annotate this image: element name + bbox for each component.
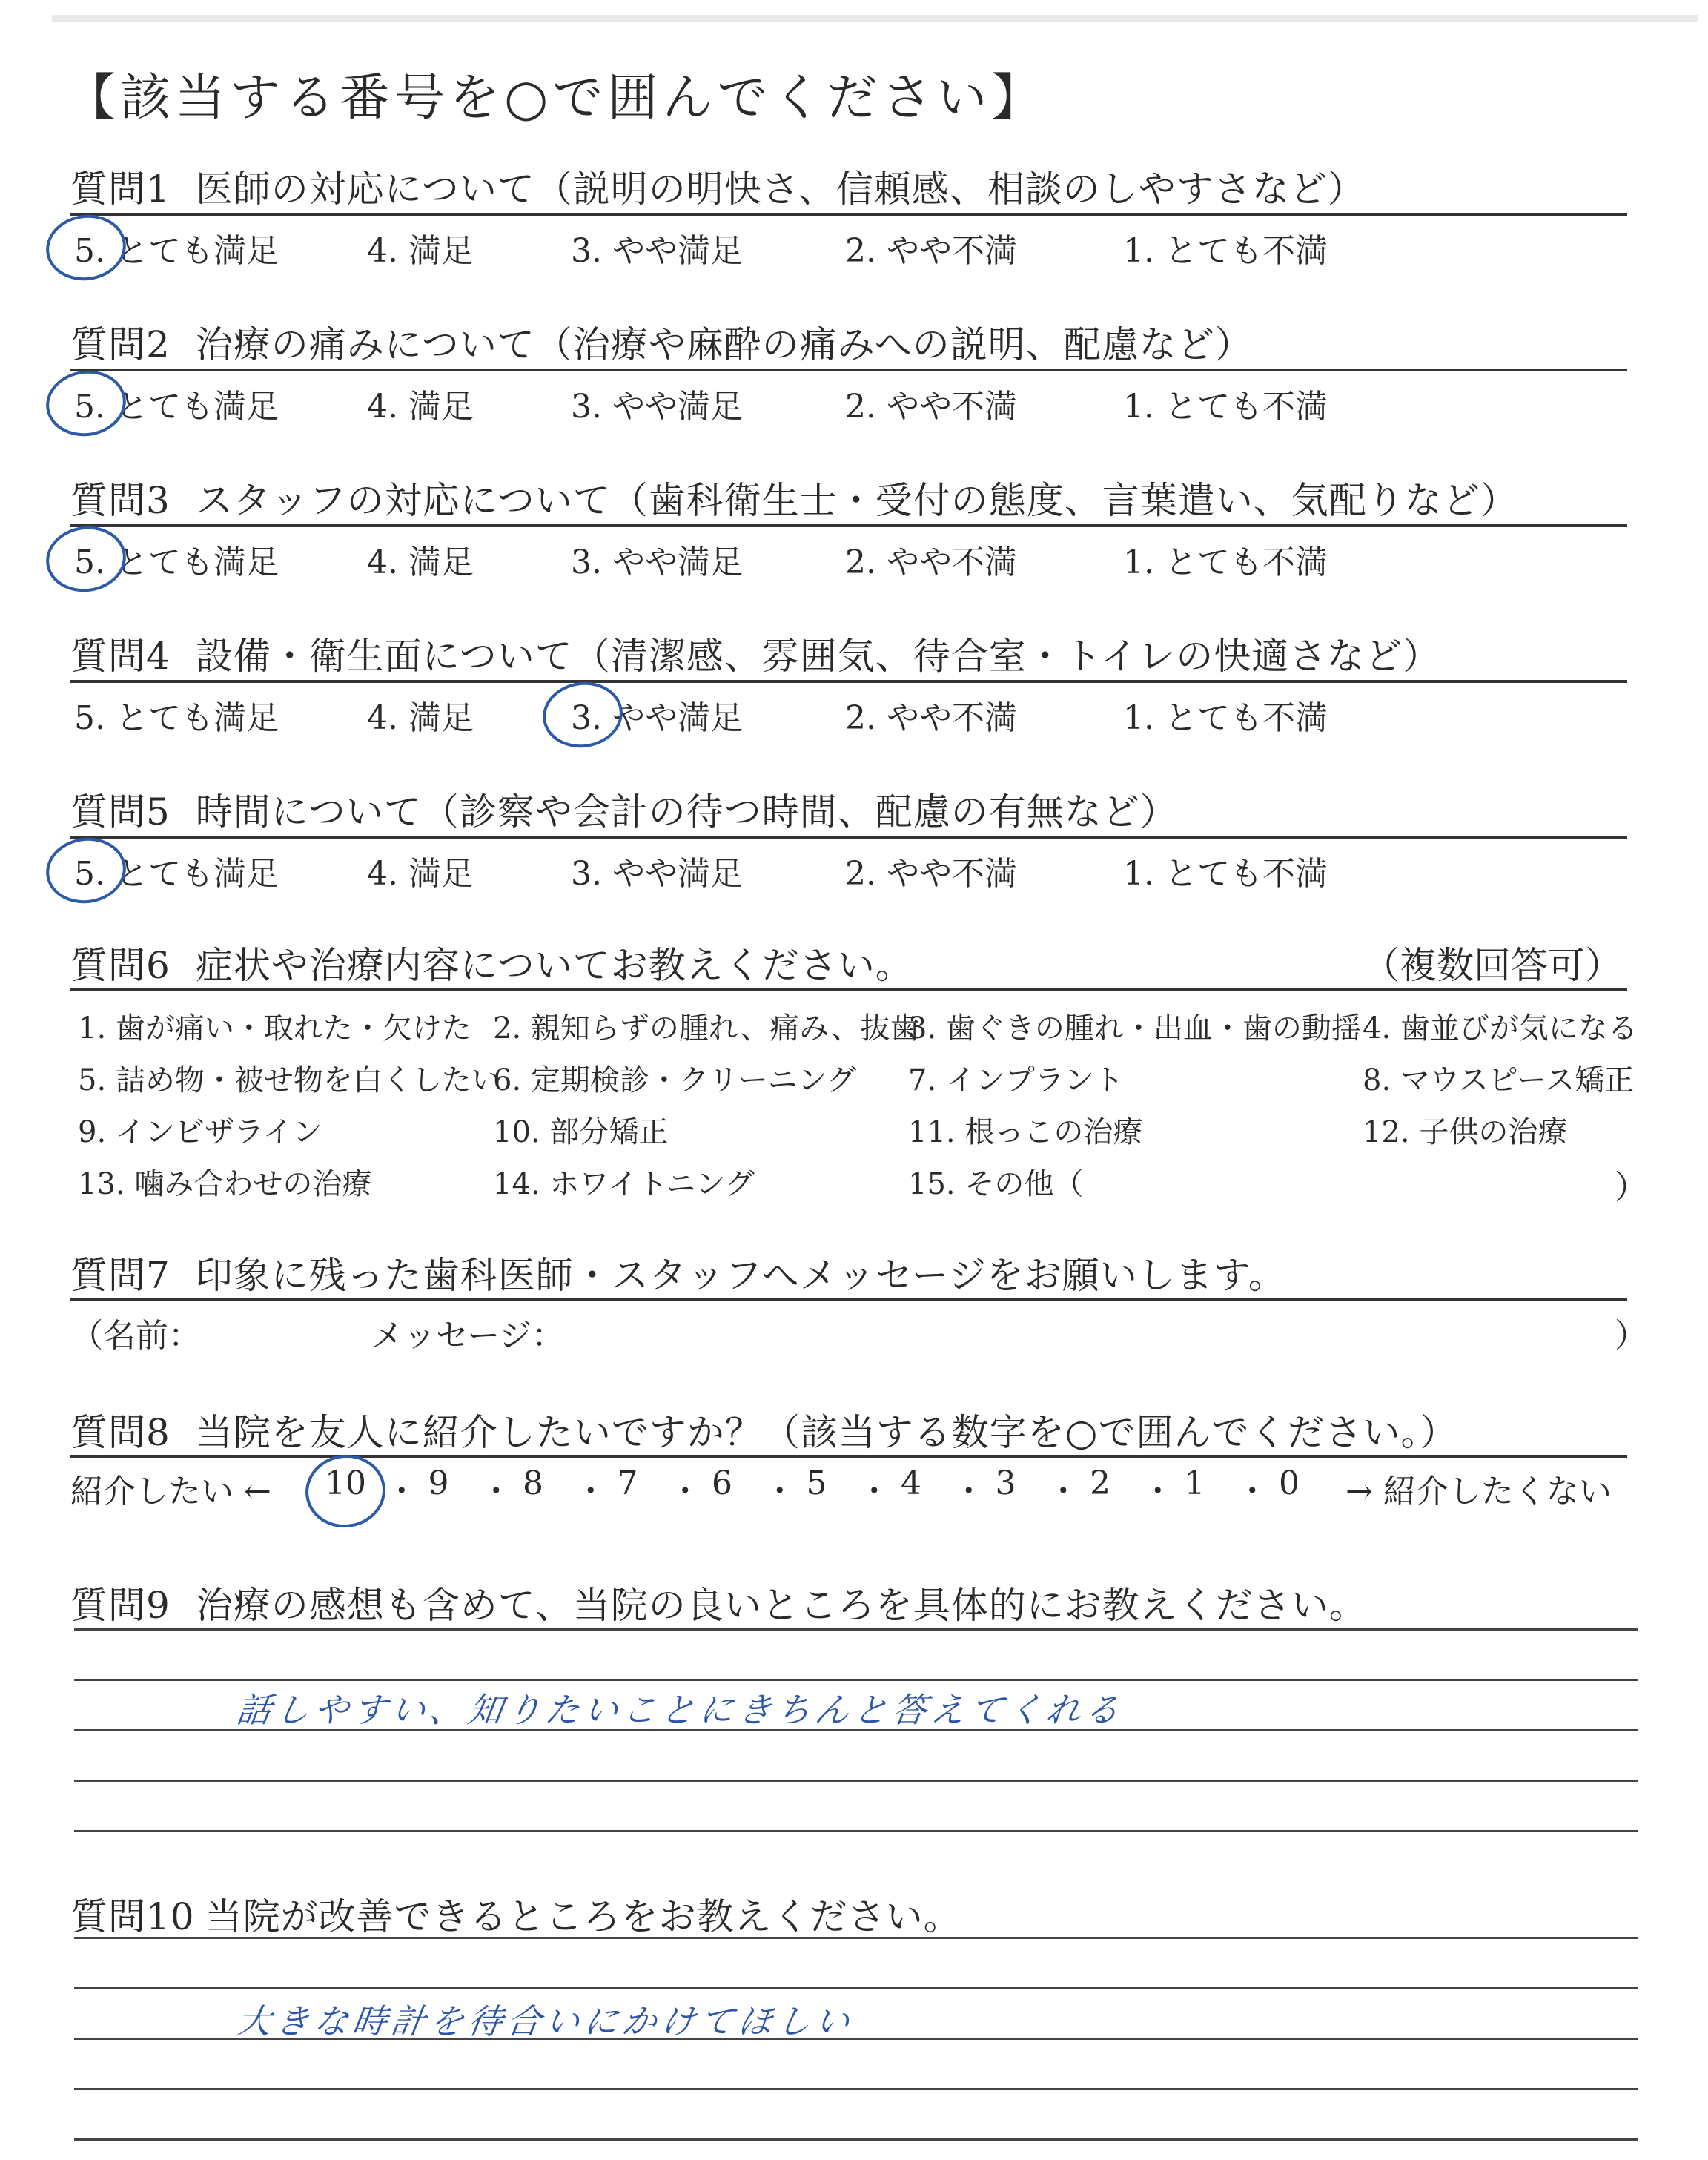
q8-scale-dot: ・ — [385, 1473, 418, 1510]
q2-option-4[interactable]: 4. 満足 — [367, 388, 474, 426]
q1-title — [70, 159, 1366, 213]
q10-label: 質問10 — [70, 1895, 195, 1938]
q5-rule — [70, 836, 1627, 839]
q3-text: スタッフの対応について（歯科衛生士・受付の態度、言葉遣い、気配りなど） — [195, 479, 1518, 522]
q8-text: 当院を友人に紹介したいですか？（該当する数字を○で囲んでください。） — [195, 1411, 1458, 1454]
q8-scale-dot: ・ — [669, 1473, 702, 1510]
q1-option-4[interactable]: 4. 満足 — [367, 232, 474, 270]
q5-option-5[interactable]: 5. とても満足 — [74, 855, 279, 893]
q9-line-2 — [74, 1679, 1638, 1681]
q8-label: 質問8 — [70, 1411, 171, 1454]
q5-option-2[interactable]: 2. やや不満 — [845, 855, 1017, 893]
q4-label: 質問4 — [70, 635, 171, 678]
q8-scale-0[interactable]: 0 — [1279, 1464, 1300, 1502]
q4-rule — [70, 680, 1627, 683]
q10-line-4 — [74, 2088, 1638, 2090]
q9-text: 治療の感想も含めて、当院の良いところを具体的にお教えください。 — [195, 1584, 1367, 1627]
q6-text: 症状や治療内容についてお教えください。 — [195, 944, 913, 987]
q9-line-1 — [74, 1628, 1638, 1631]
q2-label: 質問2 — [70, 323, 171, 366]
q10-title — [70, 1887, 961, 1941]
q10-line-5 — [74, 2138, 1638, 2141]
q6-option-2[interactable]: 2. 親知らずの腫れ、痛み、抜歯 — [493, 1011, 920, 1046]
q2-option-3[interactable]: 3. やや満足 — [571, 388, 743, 426]
q9-line-4 — [74, 1780, 1638, 1782]
q2-text: 治療の痛みについて（治療や麻酔の痛みへの説明、配慮など） — [195, 323, 1253, 366]
q2-title — [70, 315, 1253, 369]
q3-option-3[interactable]: 3. やや満足 — [571, 544, 743, 581]
q3-option-4[interactable]: 4. 満足 — [367, 544, 474, 581]
q3-label: 質問3 — [70, 479, 171, 522]
q5-option-1[interactable]: 1. とても不満 — [1123, 855, 1328, 893]
q6-option-3[interactable]: 3. 歯ぐきの腫れ・出血・歯の動揺 — [908, 1011, 1361, 1046]
q6-rule — [70, 988, 1627, 991]
q6-option-14[interactable]: 14. ホワイトニング — [493, 1167, 755, 1201]
q6-option-9[interactable]: 9. インビザライン — [78, 1115, 322, 1149]
q8-scale-dot: ・ — [480, 1473, 513, 1510]
scan-top-edge — [52, 15, 1698, 22]
q6-label: 質問6 — [70, 944, 171, 987]
q4-option-5[interactable]: 5. とても満足 — [74, 699, 279, 737]
q7-rule — [70, 1298, 1627, 1301]
q8-title — [70, 1403, 1457, 1456]
q10-line-2 — [74, 1987, 1638, 1989]
q8-scale-2[interactable]: 2 — [1090, 1464, 1110, 1502]
q8-scale-5[interactable]: 5 — [806, 1464, 827, 1502]
q8-scale-10[interactable]: 10 — [325, 1464, 366, 1502]
q8-scale-1[interactable]: 1 — [1184, 1464, 1205, 1502]
q6-option-8[interactable]: 8. マウスピース矯正 — [1363, 1063, 1635, 1097]
q5-label: 質問5 — [70, 790, 171, 833]
q6-title — [70, 936, 913, 989]
q1-text: 医師の対応について（説明の明快さ、信頼感、相談のしやすさなど） — [195, 168, 1366, 211]
q7-label: 質問7 — [70, 1254, 171, 1297]
q5-text: 時間について（診察や会計の待つ時間、配慮の有無など） — [195, 790, 1178, 833]
q8-right-label: → 紹介したくない — [1345, 1473, 1612, 1510]
q8-scale-9[interactable]: 9 — [428, 1464, 449, 1502]
q8-scale-6[interactable]: 6 — [712, 1464, 732, 1502]
q2-option-1[interactable]: 1. とても不満 — [1123, 388, 1328, 426]
q4-option-4[interactable]: 4. 満足 — [367, 699, 474, 737]
q10-line-1 — [74, 1937, 1638, 1939]
q10-text: 当院が改善できるところをお教えください。 — [205, 1895, 961, 1938]
q1-option-1[interactable]: 1. とても不満 — [1123, 232, 1328, 270]
q2-selection-circle — [42, 366, 130, 441]
q5-option-4[interactable]: 4. 満足 — [367, 855, 474, 893]
q1-option-2[interactable]: 2. やや不満 — [845, 232, 1017, 270]
q7-close-paren: ） — [1615, 1317, 1647, 1355]
q6-option-11[interactable]: 11. 根っこの治療 — [908, 1115, 1143, 1149]
q6-close-paren: ） — [1615, 1169, 1647, 1206]
q7-title — [70, 1246, 1286, 1299]
form-heading: 【該当する番号を○で囲んでください】 — [65, 69, 1047, 128]
q4-option-2[interactable]: 2. やや不満 — [845, 699, 1017, 737]
q8-scale-7[interactable]: 7 — [617, 1464, 638, 1502]
q8-scale-dot: ・ — [1141, 1473, 1174, 1510]
q8-scale-dot: ・ — [1047, 1473, 1080, 1510]
q9-handwritten-answer: 話しやすい、知りたいことにきちんと答えてくれる — [234, 1690, 1127, 1730]
q8-left-label: 紹介したい ← — [70, 1473, 271, 1510]
q8-scale-dot: ・ — [574, 1473, 607, 1510]
q3-option-5[interactable]: 5. とても満足 — [74, 544, 279, 581]
q8-scale-dot: ・ — [1236, 1473, 1269, 1510]
q8-scale-4[interactable]: 4 — [901, 1464, 921, 1502]
q6-option-5[interactable]: 5. 詰め物・被せ物を白くしたい — [78, 1063, 501, 1097]
q9-title — [70, 1576, 1367, 1629]
q6-option-6[interactable]: 6. 定期検診・クリーニング — [493, 1063, 857, 1097]
q3-option-1[interactable]: 1. とても不満 — [1123, 544, 1328, 581]
q8-scale-dot: ・ — [858, 1473, 891, 1510]
q7-name-label: （名前： — [70, 1317, 201, 1355]
q1-option-5[interactable]: 5. とても満足 — [74, 232, 279, 270]
q1-label: 質問1 — [70, 168, 171, 211]
q3-selection-circle — [42, 521, 130, 597]
q3-option-2[interactable]: 2. やや不満 — [845, 544, 1017, 581]
q2-option-5[interactable]: 5. とても満足 — [74, 388, 279, 426]
q9-line-5 — [74, 1830, 1638, 1832]
q5-option-3[interactable]: 3. やや満足 — [571, 855, 743, 893]
q6-option-12[interactable]: 12. 子供の治療 — [1363, 1115, 1568, 1149]
q3-title — [70, 471, 1518, 524]
q3-rule — [70, 524, 1627, 527]
q6-option-4[interactable]: 4. 歯並びが気になる — [1363, 1011, 1638, 1046]
q5-title — [70, 782, 1178, 836]
q6-option-1[interactable]: 1. 歯が痛い・取れた・欠けた — [78, 1011, 471, 1046]
q7-text: 印象に残った歯科医師・スタッフへメッセージをお願いします。 — [195, 1254, 1286, 1297]
q1-option-3[interactable]: 3. やや満足 — [571, 232, 743, 270]
q2-option-2[interactable]: 2. やや不満 — [845, 388, 1017, 426]
q8-scale-dot: ・ — [763, 1473, 796, 1510]
q4-selection-circle — [538, 677, 626, 753]
q2-rule — [70, 369, 1627, 371]
q6-option-13[interactable]: 13. 噛み合わせの治療 — [78, 1167, 372, 1201]
q8-scale-dot: ・ — [952, 1473, 985, 1510]
q1-rule — [70, 213, 1627, 216]
q6-note: （複数回答可） — [1363, 944, 1622, 987]
q8-scale-3[interactable]: 3 — [995, 1464, 1016, 1502]
q9-label: 質問9 — [70, 1584, 171, 1627]
q5-selection-circle — [42, 833, 130, 908]
q4-option-3[interactable]: 3. やや満足 — [571, 699, 743, 737]
q4-text: 設備・衛生面について（清潔感、雰囲気、待合室・トイレの快適さなど） — [195, 635, 1441, 678]
q4-title — [70, 627, 1440, 680]
q1-selection-circle — [42, 210, 130, 285]
q10-handwritten-answer: 大きな時計を待合いにかけてほしい — [234, 2001, 857, 2041]
q7-message-label: メッセージ： — [371, 1317, 565, 1355]
q6-option-10[interactable]: 10. 部分矯正 — [493, 1115, 669, 1149]
q4-option-1[interactable]: 1. とても不満 — [1123, 699, 1328, 737]
q6-option-15[interactable]: 15. その他（ — [908, 1167, 1084, 1201]
q8-selection-circle — [301, 1450, 391, 1533]
q8-scale-8[interactable]: 8 — [523, 1464, 543, 1502]
q8-rule — [70, 1455, 1627, 1458]
q6-option-7[interactable]: 7. インプラント — [908, 1063, 1124, 1097]
